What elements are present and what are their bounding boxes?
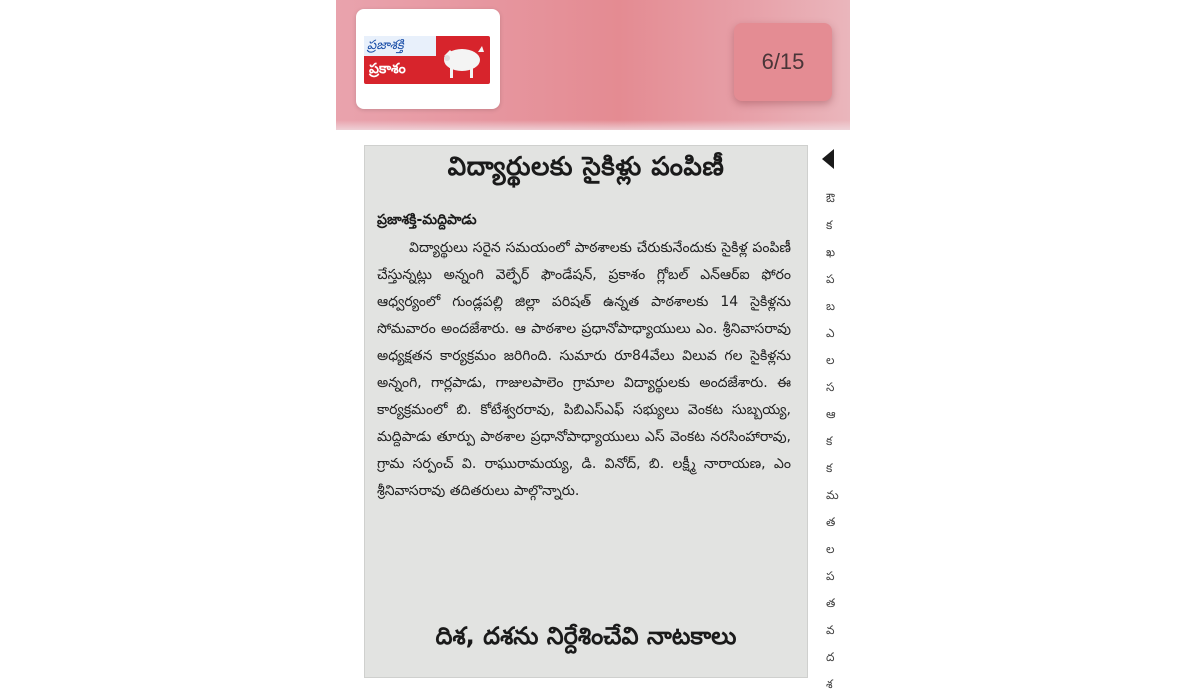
adjacent-glyph: ఖ	[826, 245, 836, 259]
adjacent-column	[816, 145, 850, 691]
adjacent-glyph: త	[826, 515, 836, 529]
article-headline: విద్యార్థులకు సైకిళ్లు పంపిణీ	[447, 152, 725, 182]
adjacent-glyph: శ	[826, 677, 833, 691]
adjacent-glyph: ల	[826, 353, 835, 367]
adjacent-glyph: ల	[826, 542, 835, 556]
cow-emblem-icon	[438, 40, 486, 80]
viewer-header	[336, 0, 850, 130]
article-clip	[364, 145, 808, 678]
previous-arrow-icon[interactable]	[822, 149, 834, 169]
adjacent-glyph: క	[826, 218, 833, 232]
adjacent-glyph: ప	[826, 272, 835, 286]
adjacent-glyph: స	[826, 380, 835, 394]
adjacent-glyph: ఆ	[826, 407, 836, 421]
next-article-headline: దిశ, దశను నిర్దేశించేవి నాటకాలు	[435, 622, 737, 650]
adjacent-glyph: ఎ	[826, 326, 835, 340]
adjacent-glyph: వ	[826, 623, 835, 637]
adjacent-glyph: ఔ	[826, 191, 835, 205]
logo-mark	[364, 36, 490, 84]
adjacent-column-text	[826, 185, 846, 698]
logo-title: ప్రజాశక్తి	[367, 38, 404, 53]
adjacent-glyph: క	[826, 434, 833, 448]
adjacent-glyph: క	[826, 461, 833, 475]
adjacent-glyph: మ	[826, 488, 839, 502]
adjacent-glyph: ప	[826, 569, 835, 583]
publication-logo[interactable]	[356, 9, 500, 109]
article-dateline: ప్రజాశక్తి-మద్దిపాడు	[377, 212, 477, 228]
adjacent-glyph: బ	[826, 299, 836, 313]
page-counter[interactable]: 6/15	[734, 23, 832, 101]
article-body: విద్యార్థులు సరైన సమయంలో పాఠశాలకు చేరుకునేందుకు సైకిళ్ల పంపిణీ చేస్తున్నట్లు అన్నంగి వెల్ఫేర్ ఫౌండేషన్, ప్రకాశం గ్లోబల్ ఎన్ఆర్ఐ ఫోరం ఆధ్వర్యంలో గుండ్లపల్లి జిల్లా పరిషత్ ఉన్నత పాఠశాలకు 14 సైకిళ్లను సోమవారం అందజేశారు. ఆ పాఠశాల ప్రధానోపాధ్యాయులు ఎం. శ్రీనివాసరావు అధ్యక్షతన కార్యక్రమం జరిగింది. సుమారు రూ84వేలు విలువ గల సైకిళ్లను అన్నంగి, గార్లపాడు, గాజులపాలెం గ్రామాల విద్యార్థులకు అందజేశారు. ఈ కార్యక్రమంలో బి. కోటేశ్వరరావు, పిబిఎస్ఎఫ్ సభ్యులు వెంకట సుబ్బయ్య, మద్దిపాడు తూర్పు పాఠశాల ప్రధానోపాధ్యాయులు ఎస్ వెంకట నరసింహారావు, గ్రామ సర్పంచ్ వి. రాఘురామయ్య, డి. వినోద్, బి. లక్ష్మీ నారాయణ, ఎం శ్రీనివాసరావు తదితరులు పాల్గొన్నారు.	[377, 240, 791, 499]
article-viewer	[336, 0, 850, 691]
adjacent-glyph: త	[826, 596, 836, 610]
logo-edition: ప్రకాశం	[369, 61, 406, 77]
adjacent-glyph: ద	[826, 650, 835, 664]
